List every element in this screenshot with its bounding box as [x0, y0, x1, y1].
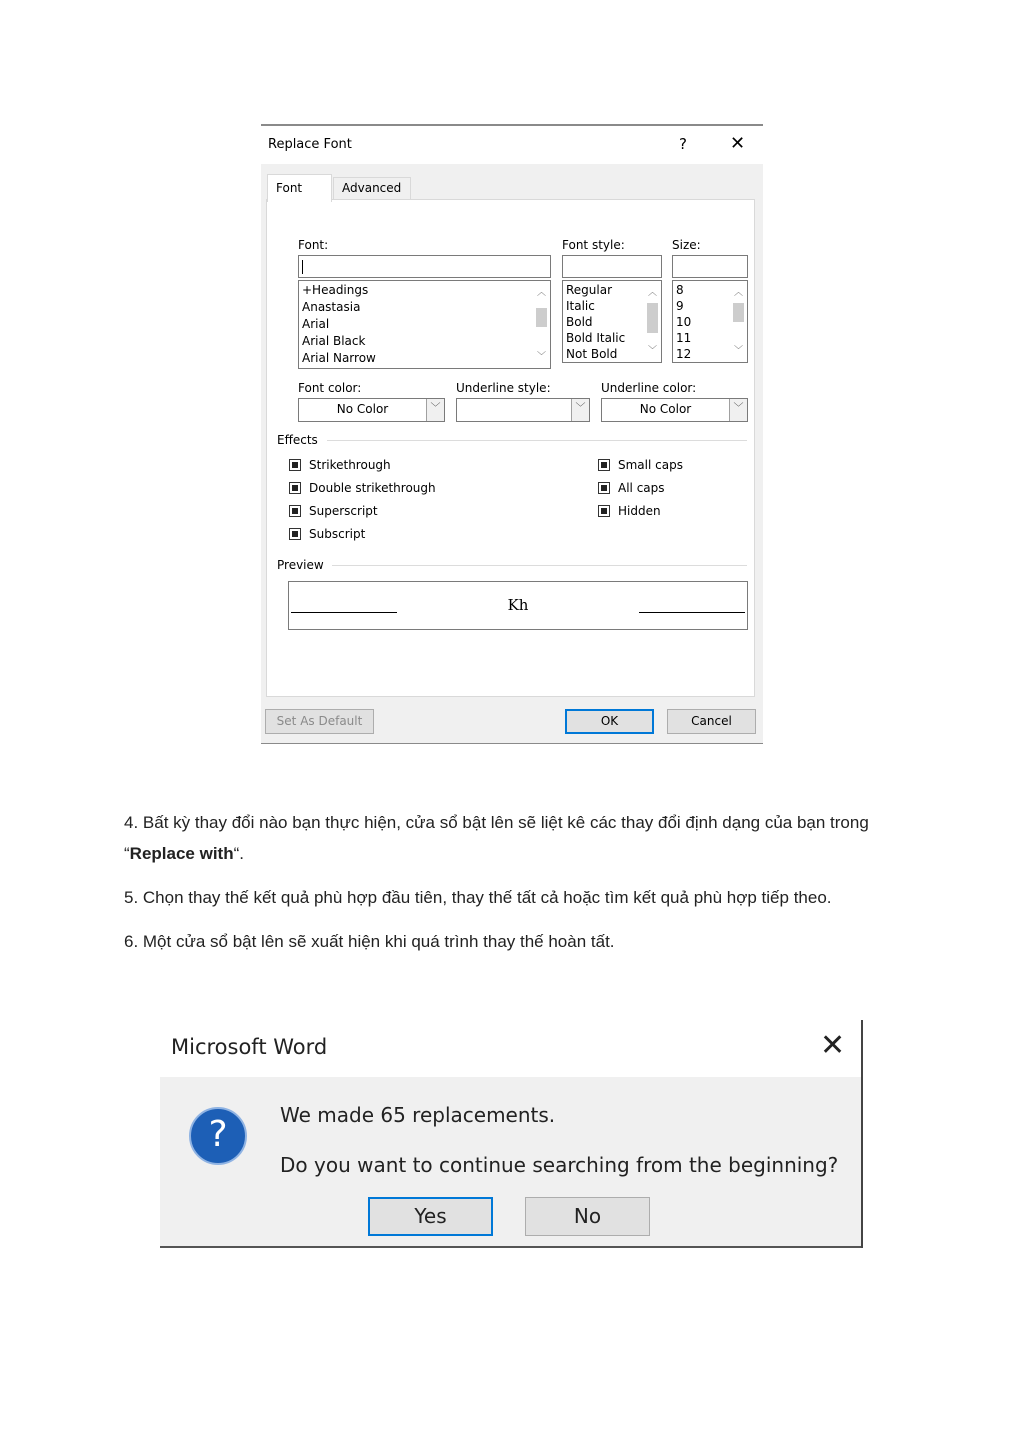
size-list-item[interactable]: 9 [676, 299, 684, 313]
all-caps-label: All caps [618, 481, 665, 495]
subscript-label: Subscript [309, 527, 366, 541]
superscript-checkbox[interactable] [289, 505, 301, 517]
step-4-open-quote: “ [124, 844, 130, 863]
size-list-scrollbar[interactable] [730, 281, 747, 362]
size-list-item[interactable]: 11 [676, 331, 692, 345]
font-color-value: No Color [336, 402, 389, 416]
step-4-line-1: 4. Bất kỳ thay đổi nào bạn thực hiện, cửa sổ bật lên sẽ liệt kê các thay đổi định dạng của bạn trong [124, 813, 869, 832]
size-label: Size: [672, 238, 701, 252]
step-4-paragraph [124, 807, 914, 869]
subscript-checkbox[interactable] [289, 528, 301, 540]
font-style-scrollbar[interactable] [644, 281, 661, 362]
close-icon[interactable]: ✕ [730, 133, 746, 154]
effects-label: Effects [277, 433, 318, 447]
word-message-box [160, 1020, 863, 1248]
text-caret [302, 260, 303, 274]
font-list-item[interactable]: Arial Narrow [302, 351, 376, 365]
font-color-dropdown[interactable] [298, 398, 445, 422]
font-list-item[interactable]: Arial Black [302, 334, 366, 348]
help-icon[interactable]: ? [679, 135, 687, 153]
font-style-list-item[interactable]: Bold Italic [566, 331, 626, 345]
cancel-button[interactable]: Cancel [667, 709, 756, 734]
message-box-title-bar [160, 1020, 863, 1077]
size-input[interactable] [672, 255, 748, 278]
preview-box [288, 581, 748, 630]
superscript-label: Superscript [309, 504, 378, 518]
font-style-input[interactable] [562, 255, 662, 278]
preview-sample-text: Kh [507, 596, 529, 614]
hidden-label: Hidden [618, 504, 661, 518]
hidden-checkbox[interactable] [598, 505, 610, 517]
size-list-item[interactable]: 12 [676, 347, 692, 361]
font-style-list-item[interactable]: Bold [566, 315, 593, 329]
font-list-item[interactable]: +Headings [302, 283, 369, 297]
double-strikethrough-checkbox[interactable] [289, 482, 301, 494]
preview-label: Preview [277, 558, 324, 572]
message-line-1: We made 65 replacements. [280, 1103, 556, 1127]
font-style-label: Font style: [562, 238, 625, 252]
scroll-down-icon[interactable]: ﹀ [734, 346, 744, 356]
preview-divider [332, 565, 747, 566]
message-line-2: Do you want to continue searching from the beginning? [280, 1153, 839, 1177]
ok-button[interactable]: OK [565, 709, 654, 734]
close-icon[interactable]: ✕ [820, 1028, 846, 1063]
scroll-up-icon[interactable]: ︿ [537, 288, 547, 298]
tab-advanced[interactable]: Advanced [333, 177, 411, 200]
strikethrough-checkbox[interactable] [289, 459, 301, 471]
double-strikethrough-label: Double strikethrough [309, 481, 436, 495]
font-list-item[interactable]: Anastasia [302, 300, 361, 314]
scroll-up-icon[interactable]: ︿ [648, 288, 658, 298]
underline-style-dropdown[interactable] [456, 398, 590, 422]
font-list-scrollbar[interactable] [533, 281, 550, 368]
chevron-down-icon[interactable]: ﹀ [729, 399, 747, 421]
underline-style-label: Underline style: [456, 381, 551, 395]
set-as-default-button[interactable]: Set As Default [265, 709, 374, 734]
dialog-title-bar [261, 126, 763, 164]
all-caps-checkbox[interactable] [598, 482, 610, 494]
font-style-list[interactable] [562, 280, 662, 363]
underline-color-label: Underline color: [601, 381, 697, 395]
scroll-up-icon[interactable]: ︿ [734, 288, 744, 298]
font-label: Font: [298, 238, 329, 252]
small-caps-label: Small caps [618, 458, 683, 472]
chevron-down-icon[interactable]: ﹀ [426, 399, 444, 421]
preview-line-right [639, 612, 745, 613]
font-input[interactable] [298, 255, 551, 278]
step-4-close: “. [233, 844, 244, 863]
size-list-item[interactable]: 8 [676, 283, 684, 297]
scrollbar-thumb[interactable] [647, 303, 658, 333]
small-caps-checkbox[interactable] [598, 459, 610, 471]
size-list-item[interactable]: 10 [676, 315, 692, 329]
font-style-list-item[interactable]: Regular [566, 283, 613, 297]
step-5-paragraph: 5. Chọn thay thế kết quả phù hợp đầu tiên, thay thế tất cả hoặc tìm kết quả phù hợp tiếp theo. [124, 888, 832, 907]
scroll-down-icon[interactable]: ﹀ [537, 352, 547, 362]
underline-color-dropdown[interactable] [601, 398, 748, 422]
replace-font-dialog [261, 124, 763, 744]
dialog-title: Replace Font [268, 137, 352, 152]
scrollbar-thumb[interactable] [733, 303, 744, 322]
font-tab-panel [266, 199, 755, 697]
message-box-body [160, 1077, 863, 1248]
underline-color-value: No Color [639, 402, 692, 416]
size-list[interactable] [672, 280, 748, 363]
tab-font[interactable]: Font [267, 174, 332, 202]
scrollbar-thumb[interactable] [536, 308, 547, 327]
no-button[interactable]: No [525, 1197, 650, 1236]
question-icon: ? [189, 1107, 247, 1165]
strikethrough-label: Strikethrough [309, 458, 391, 472]
font-list[interactable] [298, 280, 551, 369]
scroll-down-icon[interactable]: ﹀ [648, 346, 658, 356]
effects-divider [327, 440, 747, 441]
message-box-right-border [861, 1020, 863, 1248]
step-6-paragraph: 6. Một cửa sổ bật lên sẽ xuất hiện khi quá trình thay thế hoàn tất. [124, 932, 615, 951]
font-style-list-item[interactable]: Not Bold [566, 347, 618, 361]
font-list-item[interactable]: Arial [302, 317, 330, 331]
font-style-list-item[interactable]: Italic [566, 299, 595, 313]
message-box-title: Microsoft Word [171, 1035, 328, 1059]
chevron-down-icon[interactable]: ﹀ [571, 399, 589, 421]
yes-button[interactable]: Yes [368, 1197, 493, 1236]
step-4-bold-term: Replace with [129, 844, 234, 863]
font-color-label: Font color: [298, 381, 362, 395]
